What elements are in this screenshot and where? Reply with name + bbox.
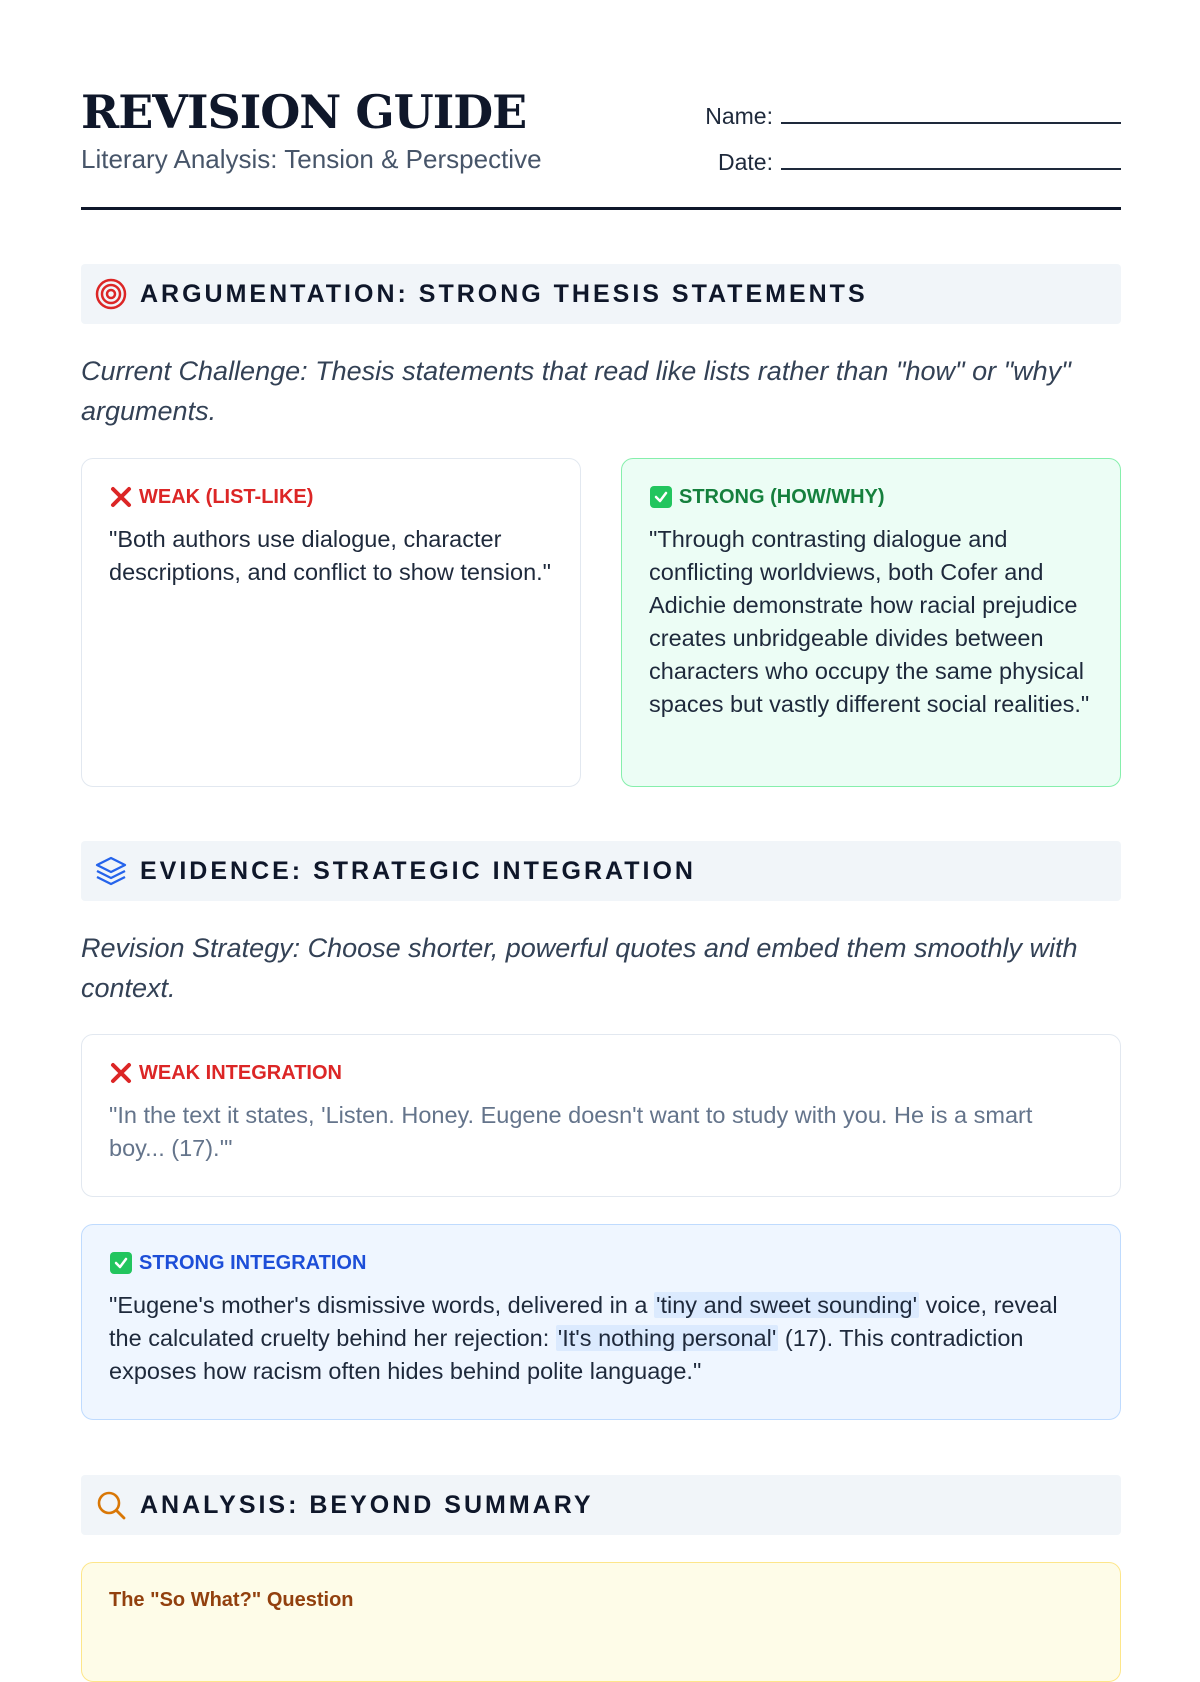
section-heading-text: ANALYSIS: BEYOND SUMMARY bbox=[140, 1490, 594, 1519]
section-intro: Current Challenge: Thesis statements that read like lists rather than "how" or "why" arguments. bbox=[81, 356, 1071, 426]
page-title: REVISION GUIDE bbox=[81, 85, 527, 139]
quote-highlight: 'It's nothing personal' bbox=[557, 1325, 777, 1351]
so-what-card bbox=[81, 1562, 1121, 1682]
quote-part: "Eugene's mother's dismissive words, delivered in a bbox=[109, 1292, 654, 1318]
weak-tag bbox=[109, 1061, 1093, 1085]
target-icon bbox=[94, 277, 128, 311]
section-heading-text: ARGUMENTATION: STRONG THESIS STATEMENTS bbox=[140, 279, 868, 308]
strong-label: STRONG INTEGRATION bbox=[139, 1251, 367, 1274]
weak-integration-text: "In the text it states, 'Listen. Honey. Eugene doesn't want to study with you. He is a smart boy... (17).'" bbox=[109, 1102, 1033, 1161]
date-label: Date: bbox=[718, 149, 773, 175]
strong-integration-text bbox=[109, 1289, 1093, 1388]
strong-thesis-card bbox=[621, 458, 1121, 787]
cross-icon bbox=[109, 485, 133, 509]
header-divider bbox=[81, 207, 1121, 210]
weak-tag bbox=[109, 485, 553, 509]
weak-integration-card bbox=[81, 1034, 1121, 1197]
section-intro: Revision Strategy: Choose shorter, powerful quotes and embed them smoothly with context. bbox=[81, 933, 1078, 1003]
weak-label: WEAK (LIST-LIKE) bbox=[139, 485, 314, 508]
quote-highlight: 'tiny and sweet sounding' bbox=[656, 1292, 918, 1318]
page-subtitle: Literary Analysis: Tension & Perspective bbox=[81, 144, 542, 174]
strong-tag bbox=[109, 1251, 1093, 1275]
check-icon bbox=[109, 1251, 133, 1275]
layers-icon bbox=[94, 854, 128, 888]
cross-icon bbox=[109, 1061, 133, 1085]
search-icon bbox=[94, 1488, 128, 1522]
check-icon bbox=[649, 485, 673, 509]
name-line[interactable] bbox=[781, 122, 1121, 124]
name-label: Name: bbox=[705, 103, 773, 129]
quote-part: (17). This contradiction exposes how racism often hides behind polite language." bbox=[109, 1325, 1024, 1384]
date-field[interactable] bbox=[705, 130, 1121, 176]
section-heading-analysis bbox=[81, 1475, 1121, 1535]
so-what-label: The "So What?" Question bbox=[109, 1589, 354, 1611]
weak-label: WEAK INTEGRATION bbox=[139, 1061, 342, 1084]
date-line[interactable] bbox=[781, 168, 1121, 170]
student-fields bbox=[705, 84, 1121, 176]
strong-integration-card bbox=[81, 1224, 1121, 1420]
section-heading-evidence bbox=[81, 841, 1121, 901]
section-heading-argumentation bbox=[81, 264, 1121, 324]
strong-label: STRONG (HOW/WHY) bbox=[679, 485, 885, 508]
strong-tag bbox=[649, 485, 1093, 509]
name-field[interactable] bbox=[705, 84, 1121, 130]
page-header bbox=[81, 84, 1121, 175]
section-heading-text: EVIDENCE: STRATEGIC INTEGRATION bbox=[140, 856, 696, 885]
quote-part: voice, reveal the calculated cruelty behind her rejection: bbox=[109, 1292, 1058, 1351]
weak-thesis-text: "Both authors use dialogue, character descriptions, and conflict to show tension." bbox=[109, 526, 552, 585]
weak-thesis-card bbox=[81, 458, 581, 787]
strong-thesis-text: "Through contrasting dialogue and conflicting worldviews, both Cofer and Adichie demonstrate how racial prejudice creates unbridgeable divides between characters who occupy the same physical spaces but vastly different social realities." bbox=[649, 526, 1090, 717]
